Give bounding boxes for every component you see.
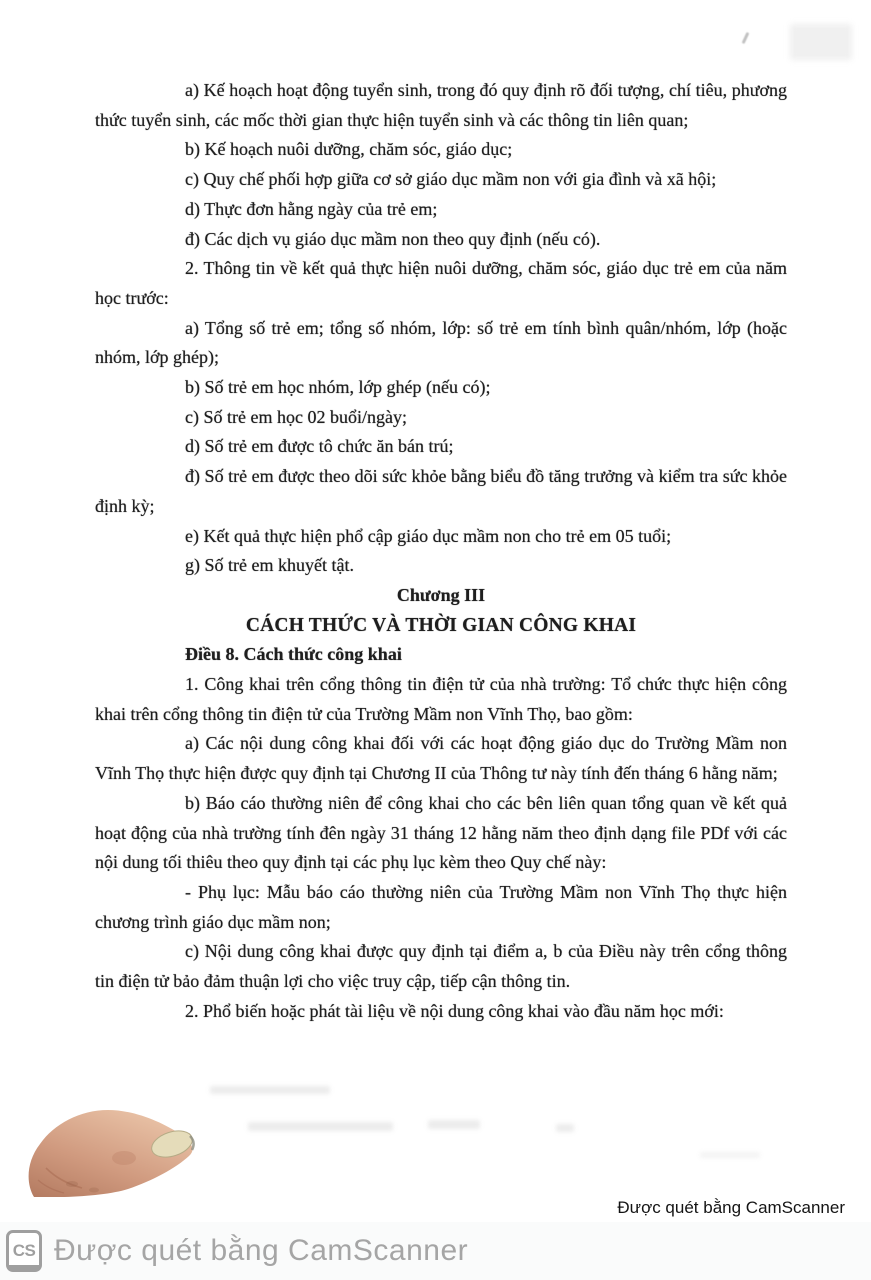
camscanner-logo-text: CS xyxy=(12,1241,36,1260)
clause-02-buoi: c) Số trẻ em học 02 buổi/ngày; xyxy=(185,406,407,427)
scan-artifact xyxy=(556,1124,574,1132)
scan-artifact xyxy=(428,1120,480,1129)
clause-suc-khoe: đ) Số trẻ em được theo dõi sức khỏe bằng biểu đồ tăng trưởng và kiểm tra sức khỏe định kỳ; xyxy=(95,466,787,516)
article-8-item-1a: a) Các nội dung công khai đối với các hoạt động giáo dục do Trường Mầm non Vĩnh Thọ thực hiện được quy định tại Chương II của Thông tư này tính đến tháng 6 hằng năm; xyxy=(95,733,787,784)
clause-tuyen-sinh: a) Kế hoạch hoạt động tuyển sinh, trong đó quy định rõ đối tượng, chí tiêu, phương thức tuyển sinh, các mốc thời gian thực hiện tuyển sinh và các thông tin liên quan; xyxy=(95,80,787,130)
section-2-intro: 2. Thông tin về kết quả thực hiện nuôi dưỡng, chăm sóc, giáo dục trẻ em của năm học trước: xyxy=(95,258,787,308)
skin-spot xyxy=(66,1181,78,1187)
camscanner-footer xyxy=(0,1222,871,1280)
clause-nuoi-duong: b) Kế hoạch nuôi dưỡng, chăm sóc, giáo dục; xyxy=(185,139,513,160)
scan-artifact xyxy=(742,32,750,44)
clause-khuyet-tat: g) Số trẻ em khuyết tật. xyxy=(185,555,354,576)
chapter-label: Chương III xyxy=(396,584,486,605)
article-8-heading: Điều 8. Cách thức công khai xyxy=(185,644,402,665)
camscanner-footer-label: Được quét bằng CamScanner xyxy=(54,1234,469,1267)
scan-artifact xyxy=(248,1122,393,1131)
camscanner-stamp-text: Được quét bằng CamScanner xyxy=(617,1198,845,1217)
camscanner-logo-icon xyxy=(6,1230,42,1272)
article-8-item-1c: c) Nội dung công khai được quy định tại điểm a, b của Điều này trên cổng thông tin điện tử bảo đảm thuận lợi cho việc truy cập, tiếp cận thông tin. xyxy=(95,941,787,992)
scan-artifact xyxy=(210,1086,330,1094)
clause-ban-tru: d) Số trẻ em được tô chức ăn bán trú; xyxy=(185,436,454,457)
skin-spot xyxy=(89,1188,99,1193)
article-8-item-1: 1. Công khai trên cổng thông tin điện tử của nhà trường: Tổ chức thực hiện công khai trên cổng thông tin điện tử của Trường Mầm non Vĩnh Thọ, bao gồm: xyxy=(95,674,787,724)
clause-lop-ghep: b) Số trẻ em học nhóm, lớp ghép (nếu có); xyxy=(185,377,491,398)
article-8-item-2: 2. Phổ biến hoặc phát tài liệu về nội dung công khai vào đầu năm học mới: xyxy=(185,1000,724,1021)
clause-quy-che: c) Quy chế phối hợp giữa cơ sở giáo dục mầm non với gia đình và xã hội; xyxy=(185,169,717,190)
chapter-title: CÁCH THỨC VÀ THỜI GIAN CÔNG KHAI xyxy=(245,614,637,636)
thumb-illustration xyxy=(24,1106,202,1197)
scan-artifact xyxy=(790,24,852,60)
article-8-phu-luc: - Phụ lục: Mẫu báo cáo thường niên của Trường Mầm non Vĩnh Thọ thực hiện chương trình giáo dục mầm non; xyxy=(95,881,787,932)
clause-dich-vu: đ) Các dịch vụ giáo dục mầm non theo quy định (nếu có). xyxy=(185,228,601,249)
clause-tong-so-tre: a) Tổng số trẻ em; tổng số nhóm, lớp: số trẻ em tính bình quân/nhóm, lớp (hoặc nhóm, lớp ghép); xyxy=(95,317,787,368)
article-8-item-1b: b) Báo cáo thường niên để công khai cho các bên liên quan tổng quan về kết quả hoạt động của nhà trường tính đên ngày 31 tháng 12 hằng năm theo định dạng file PDf với các nội dung tối thiêu theo quy định tại các phụ lục kèm theo Quy chế này: xyxy=(95,792,787,873)
clause-pho-cap: e) Kết quả thực hiện phổ cập giáo dục mầm non cho trẻ em 05 tuổi; xyxy=(185,525,672,546)
document-body xyxy=(95,76,787,1027)
clause-thuc-don: d) Thực đơn hằng ngày của trẻ em; xyxy=(185,198,438,219)
thumb-photo-artifact xyxy=(24,1106,202,1197)
skin-shading xyxy=(112,1151,136,1165)
scan-artifact xyxy=(700,1152,760,1158)
